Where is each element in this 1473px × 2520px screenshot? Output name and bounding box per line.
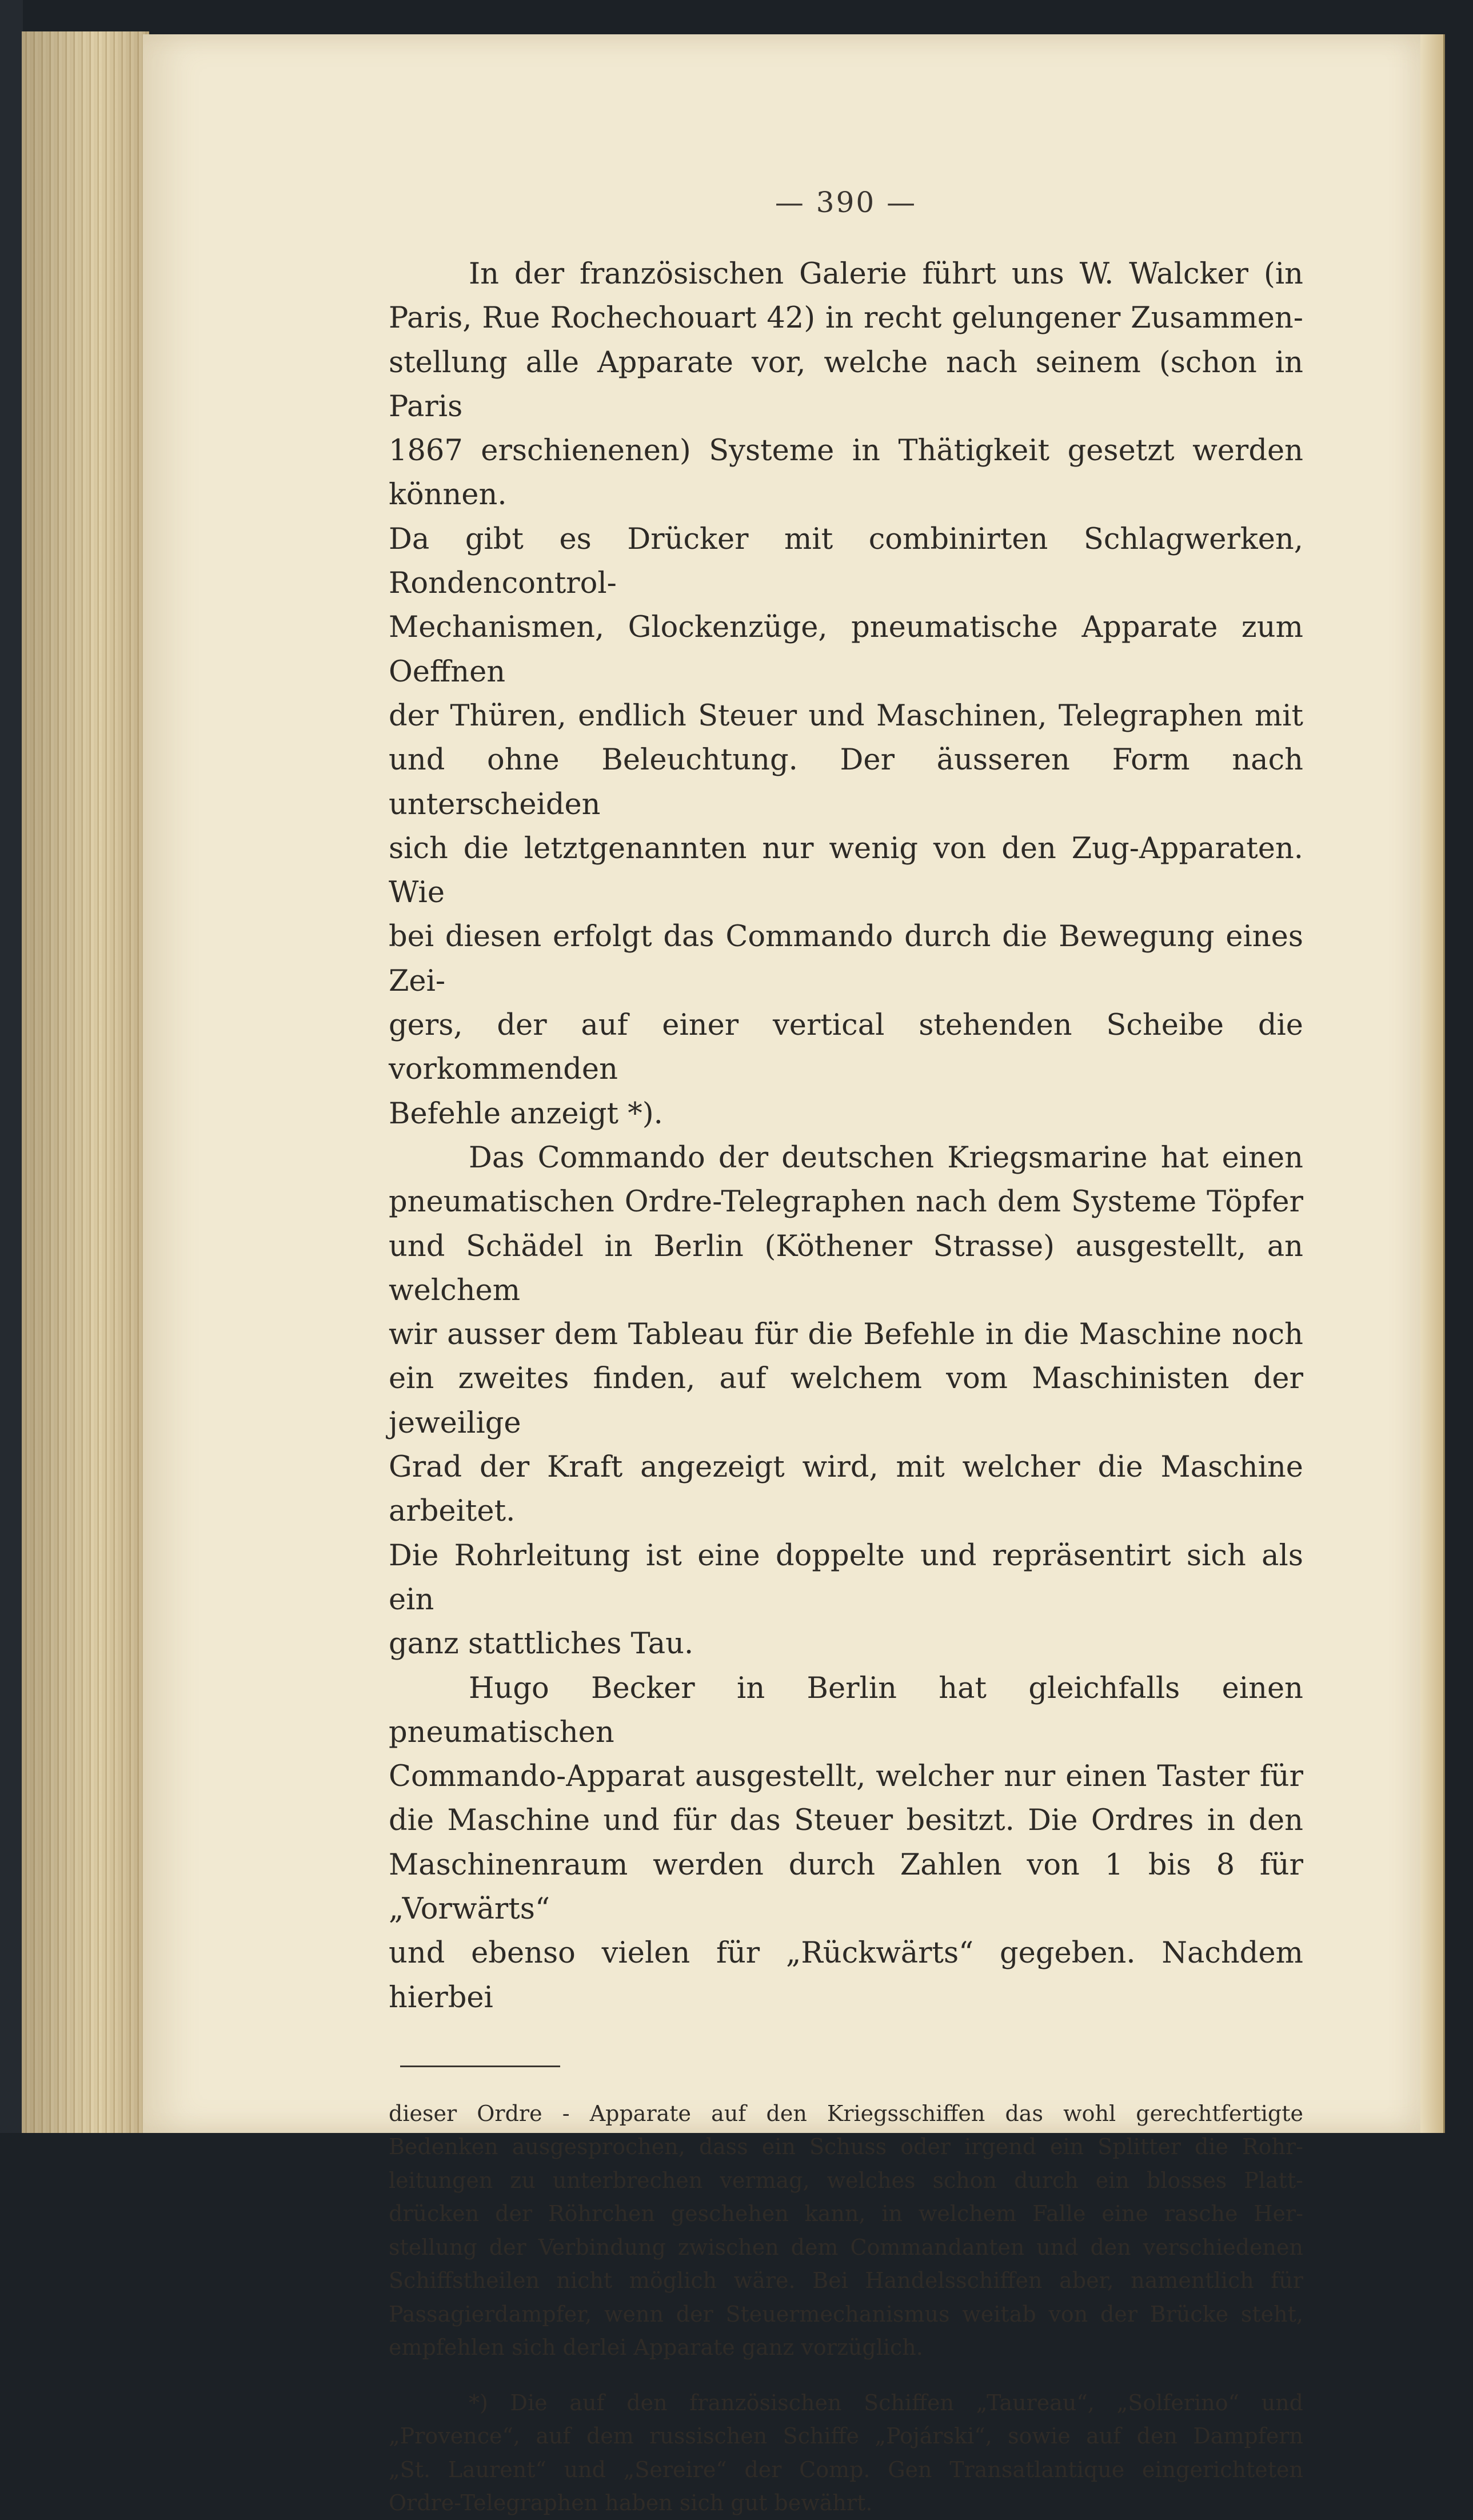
footnote-rule bbox=[400, 2066, 560, 2067]
footnote-line: leitungen zu unterbrechen vermag, welches schon durch ein blosses Platt- bbox=[389, 2167, 1303, 2193]
footnote-line: Bedenken ausgesprochen, dass ein Schuss oder irgend ein Splitter die Rohr- bbox=[389, 2134, 1303, 2160]
body-line: Das Commando der deutschen Kriegsmarine hat einen bbox=[469, 1141, 1303, 1175]
footnote-line: empfehlen sich derlei Apparate ganz vorzüglich. bbox=[389, 2335, 923, 2360]
body-line: Maschinenraum werden durch Zahlen von 1 bis 8 für „Vorwärts“ bbox=[389, 1848, 1303, 1926]
footnote-line: „St. Laurent“ und „Sereire“ der Comp. Gen Transatlantique eingerichteten bbox=[389, 2457, 1303, 2482]
body-line: die Maschine und für das Steuer besitzt. Die Ordres in den bbox=[389, 1804, 1303, 1838]
body-line: Da gibt es Drücker mit combinirten Schlagwerken, Rondencontrol- bbox=[389, 522, 1303, 601]
footnote-line: *) Die auf den französischen Schiffen „Taureau“, „Solferino“ und bbox=[469, 2390, 1303, 2415]
body-line: gers, der auf einer vertical stehenden Scheibe die vorkommenden bbox=[389, 1008, 1303, 1087]
body-line: Paris, Rue Rochechouart 42) in recht gelungener Zusammen- bbox=[389, 301, 1303, 336]
body-line: Die Rohrleitung ist eine doppelte und repräsentirt sich als ein bbox=[389, 1538, 1303, 1617]
footnote-line: stellung der Verbindung zwischen dem Commandanten und den verschiedenen bbox=[389, 2234, 1303, 2260]
body-line: wir ausser dem Tableau für die Befehle in die Maschine noch bbox=[389, 1318, 1303, 1352]
body-line: der Thüren, endlich Steuer und Maschinen, Telegraphen mit bbox=[389, 699, 1303, 733]
background-right bbox=[1445, 0, 1473, 2133]
page-content bbox=[389, 186, 1303, 2520]
body-line: ein zweites finden, auf welchem vom Maschinisten der jeweilige bbox=[389, 1362, 1303, 1440]
body-line: Befehle anzeigt *). bbox=[389, 1096, 663, 1131]
body-line: und ebenso vielen für „Rückwärts“ gegeben. Nachdem hierbei bbox=[389, 1936, 1303, 2015]
body-line: Commando-Apparat ausgestellt, welcher nur einen Taster für bbox=[389, 1760, 1303, 1794]
body-line: Mechanismen, Glockenzüge, pneumatische Apparate zum Oeffnen bbox=[389, 611, 1303, 689]
footnote-line: „Provence“, auf dem russischen Schiffe „Pojárski“, sowie auf den Dampfern bbox=[389, 2423, 1303, 2449]
body-line: In der französischen Galerie führt uns W. Walcker (in bbox=[469, 257, 1303, 291]
body-line: sich die letztgenannten nur wenig von den Zug-Apparaten. Wie bbox=[389, 831, 1303, 910]
body-line: bei diesen erfolgt das Commando durch die Bewegung eines Zei- bbox=[389, 920, 1303, 998]
background-top bbox=[0, 0, 1473, 33]
footnote-line: Schiffstheilen nicht möglich wäre. Bei Handelsschiffen aber, namentlich für bbox=[389, 2268, 1303, 2294]
footnote-line: drücken der Röhrchen geschehen kann, in welchem Falle eine rasche Her- bbox=[389, 2201, 1303, 2227]
body-line: und Schädel in Berlin (Köthener Strasse) ausgestellt, an welchem bbox=[389, 1229, 1303, 1307]
body-line: und ohne Beleuchtung. Der äusseren Form nach unterscheiden bbox=[389, 743, 1303, 822]
page-right-edge bbox=[1420, 34, 1445, 2133]
body-line: pneumatischen Ordre-Telegraphen nach dem Systeme Töpfer bbox=[389, 1185, 1303, 1219]
page-stack-shadow bbox=[22, 31, 147, 2133]
body-line: 1867 erschienenen) Systeme in Thätigkeit gesetzt werden können. bbox=[389, 434, 1303, 512]
book-cover-edge bbox=[0, 0, 23, 2133]
page-number: — 390 — bbox=[775, 186, 917, 219]
footnote-gap bbox=[389, 2365, 1303, 2386]
footnote-line: dieser Ordre - Apparate auf den Kriegsschiffen das wohl gerechtfertigte bbox=[389, 2100, 1303, 2126]
body-line: Grad der Kraft angezeigt wird, mit welcher die Maschine arbeitet. bbox=[389, 1450, 1303, 1529]
body-line: ganz stattliches Tau. bbox=[389, 1627, 694, 1661]
body-line: stellung alle Apparate vor, welche nach seinem (schon in Paris bbox=[389, 345, 1303, 424]
body-line: Hugo Becker in Berlin hat gleichfalls einen pneumatischen bbox=[389, 1671, 1303, 1749]
footnote-line: Ordre-Telegraphen haben sich gut bewährt. bbox=[389, 2490, 873, 2516]
footnote-line: Passagierdampfer, wenn der Steuermechanismus weitab von der Brücke steht, bbox=[389, 2301, 1303, 2327]
